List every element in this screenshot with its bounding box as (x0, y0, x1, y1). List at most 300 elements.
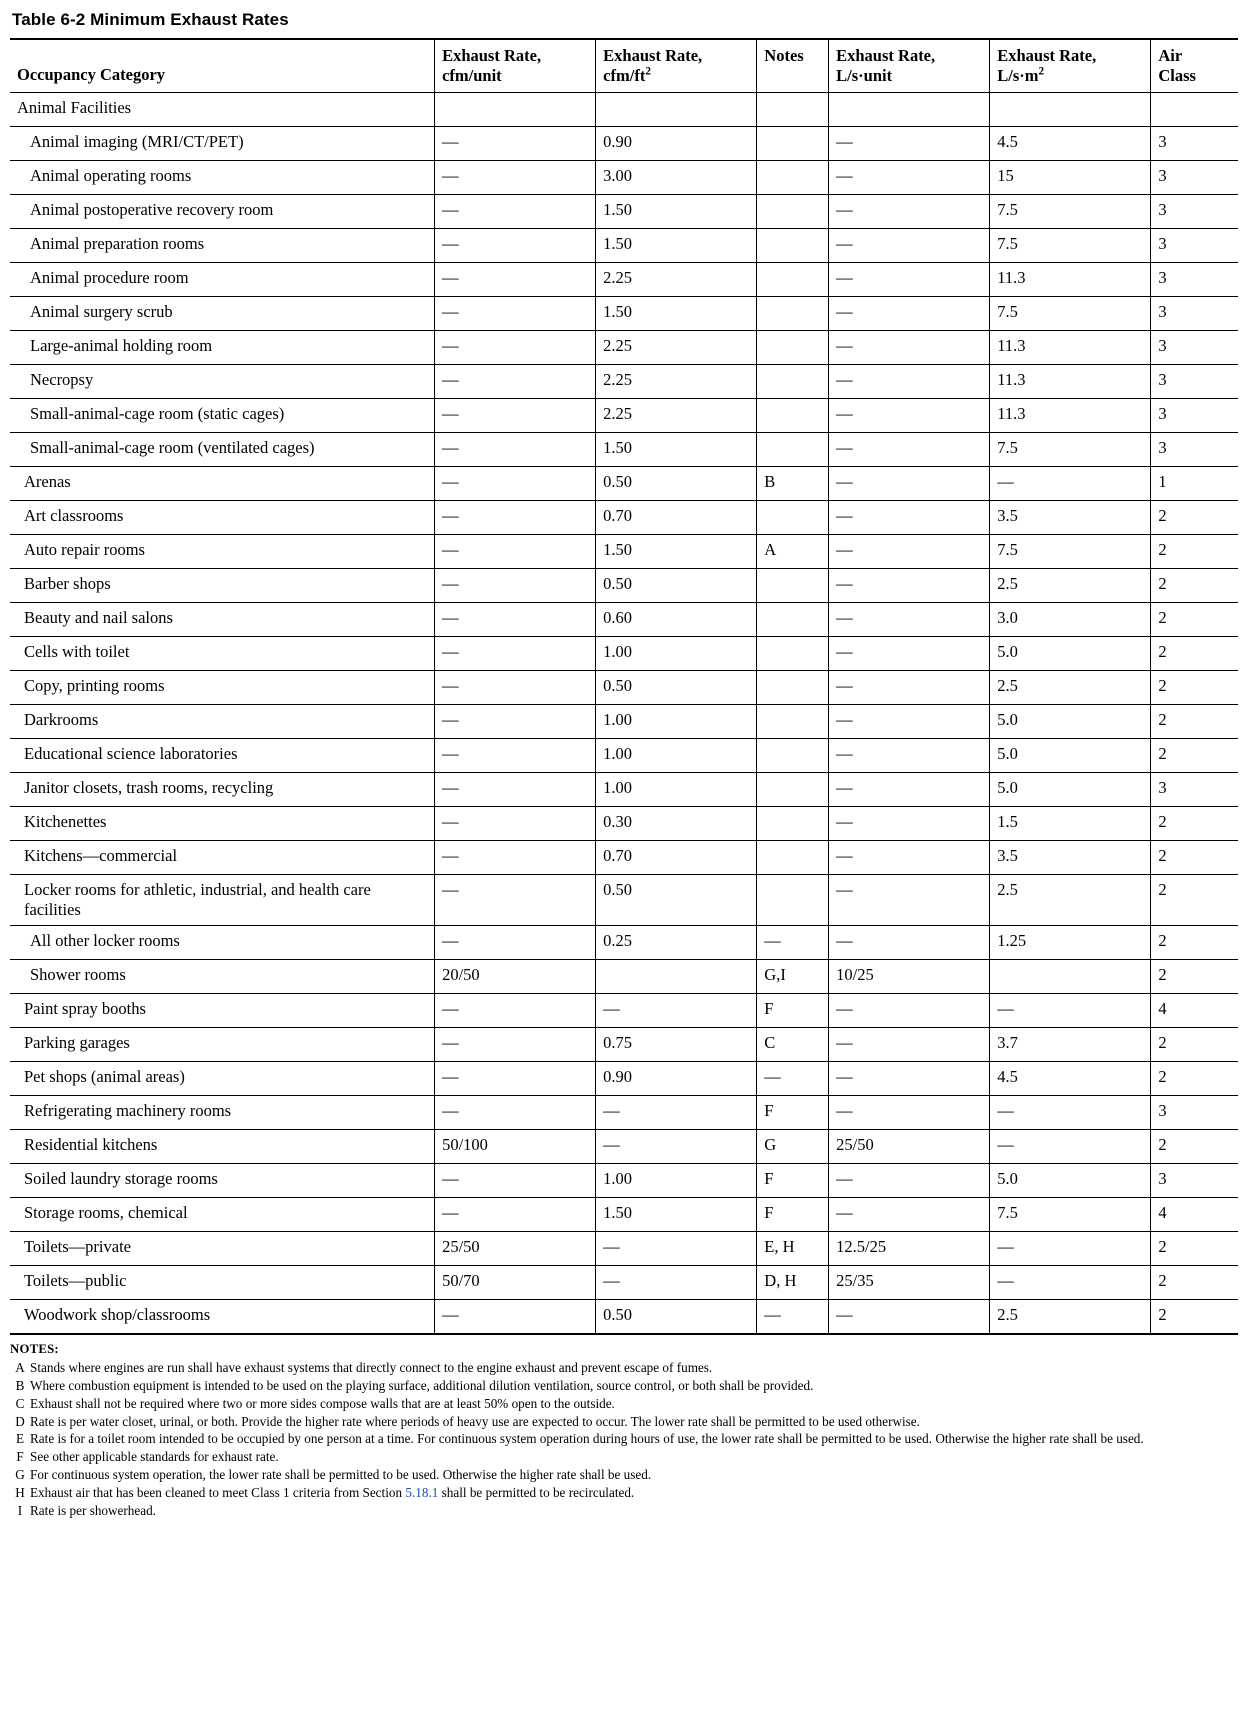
cell-air-class: 2 (1151, 603, 1238, 637)
cell-occupancy-category: Animal preparation rooms (10, 229, 435, 263)
cell-cfm-ft2: 0.70 (596, 501, 757, 535)
cell-occupancy-category: Residential kitchens (10, 1129, 435, 1163)
cell-cfm-ft2: 0.90 (596, 127, 757, 161)
cell-cfm-ft2: 0.70 (596, 841, 757, 875)
note-letter: I (17, 1503, 23, 1519)
cell-ls-unit: — (829, 127, 990, 161)
table-row (10, 229, 1238, 263)
cell-occupancy-category: Shower rooms (10, 959, 435, 993)
cell-cfm-ft2: 0.60 (596, 603, 757, 637)
cell-cfm-unit: — (435, 501, 596, 535)
cell-air-class: 2 (1151, 1027, 1238, 1061)
cell-notes: F (757, 1163, 829, 1197)
table-row (10, 705, 1238, 739)
cell-cfm-unit: — (435, 841, 596, 875)
cell-ls-m2: 5.0 (990, 705, 1151, 739)
cell-cfm-ft2: 0.50 (596, 569, 757, 603)
cell-ls-unit: — (829, 365, 990, 399)
cell-air-class: 2 (1151, 1231, 1238, 1265)
superscript-2: 2 (645, 65, 651, 78)
note-item (10, 1502, 1238, 1519)
cell-air-class: 3 (1151, 127, 1238, 161)
cell-air-class: 4 (1151, 1197, 1238, 1231)
cell-occupancy-category: Woodwork shop/classrooms (10, 1299, 435, 1334)
cell-notes (757, 841, 829, 875)
note-item (10, 1430, 1238, 1447)
cell-cfm-unit: — (435, 161, 596, 195)
cell-air-class: 4 (1151, 993, 1238, 1027)
cell-ls-unit: — (829, 195, 990, 229)
cell-cfm-unit: — (435, 535, 596, 569)
cell-cfm-ft2: 2.25 (596, 399, 757, 433)
cell-cfm-ft2: — (596, 1231, 757, 1265)
table-row (10, 161, 1238, 195)
cell-cfm-ft2: 1.00 (596, 705, 757, 739)
table-row (10, 925, 1238, 959)
table-row (10, 399, 1238, 433)
cell-ls-m2: 5.0 (990, 773, 1151, 807)
cell-ls-unit: 25/35 (829, 1265, 990, 1299)
cell-ls-m2: 1.25 (990, 925, 1151, 959)
cell-occupancy-category: Art classrooms (10, 501, 435, 535)
cell-notes (757, 399, 829, 433)
cell-notes (757, 263, 829, 297)
cell-ls-unit: — (829, 705, 990, 739)
cell-air-class: 2 (1151, 705, 1238, 739)
cell-air-class: 2 (1151, 1265, 1238, 1299)
cell-notes (757, 875, 829, 926)
note-item (10, 1395, 1238, 1412)
note-item (10, 1359, 1238, 1376)
cell-ls-m2: — (990, 1129, 1151, 1163)
note-letter: H (15, 1485, 25, 1501)
cell-ls-unit: — (829, 535, 990, 569)
cell-ls-unit: — (829, 773, 990, 807)
cell-air-class: 3 (1151, 773, 1238, 807)
cell-air-class: 2 (1151, 1299, 1238, 1334)
cell-ls-m2: 7.5 (990, 535, 1151, 569)
cell-cfm-unit: — (435, 705, 596, 739)
cell-notes (757, 671, 829, 705)
notes-section (10, 1341, 1238, 1520)
cell-air-class: 3 (1151, 229, 1238, 263)
cell-cfm-unit: — (435, 263, 596, 297)
cell-cfm-unit: 25/50 (435, 1231, 596, 1265)
cell-cfm-ft2 (596, 959, 757, 993)
column-header-exhaust-rate-ls-m2: Exhaust Rate, $L/s\cdot m^2$ (990, 39, 1151, 93)
cell-ls-m2: 7.5 (990, 433, 1151, 467)
table-row (10, 93, 1238, 127)
cell-notes (757, 569, 829, 603)
cell-notes (757, 433, 829, 467)
cell-occupancy-category: Soiled laundry storage rooms (10, 1163, 435, 1197)
cell-ls-unit: — (829, 1061, 990, 1095)
cell-occupancy-category: Kitchenettes (10, 807, 435, 841)
cell-air-class: 3 (1151, 399, 1238, 433)
cell-notes (757, 229, 829, 263)
cell-notes: F (757, 993, 829, 1027)
note-text: See other applicable standards for exhaust rate. (30, 1449, 279, 1465)
cell-notes (757, 807, 829, 841)
table-row (10, 1265, 1238, 1299)
cell-ls-unit: — (829, 875, 990, 926)
table-row (10, 959, 1238, 993)
cell-air-class (1151, 93, 1238, 127)
cell-ls-m2: — (990, 993, 1151, 1027)
cell-notes: C (757, 1027, 829, 1061)
cell-air-class: 3 (1151, 297, 1238, 331)
table-row (10, 501, 1238, 535)
cell-air-class: 2 (1151, 841, 1238, 875)
note-text: Stands where engines are run shall have exhaust systems that directly connect to the engine exhaust and prevent escape of fumes. (30, 1359, 713, 1375)
cell-air-class: 2 (1151, 535, 1238, 569)
cell-cfm-unit: — (435, 637, 596, 671)
cell-notes: F (757, 1095, 829, 1129)
column-header-occupancy-category: Occupancy Category (10, 39, 435, 93)
note-text: Rate is for a toilet room intended to be occupied by one person at a time. For continuous system operation during hours of use, the lower rate shall be permitted to be used. Otherwise the higher rate shall be used. (30, 1431, 1144, 1447)
cell-occupancy-category: Refrigerating machinery rooms (10, 1095, 435, 1129)
cell-air-class: 2 (1151, 569, 1238, 603)
cell-ls-m2: 2.5 (990, 1299, 1151, 1334)
table-row (10, 1027, 1238, 1061)
cell-cfm-unit: — (435, 195, 596, 229)
cell-cfm-ft2: 2.25 (596, 365, 757, 399)
table-header (10, 39, 1238, 93)
cell-cfm-unit: — (435, 1027, 596, 1061)
cell-cfm-unit: — (435, 127, 596, 161)
cell-ls-m2: 7.5 (990, 229, 1151, 263)
cell-cfm-ft2: — (596, 1095, 757, 1129)
cell-notes: D, H (757, 1265, 829, 1299)
note-letter: G (15, 1467, 25, 1483)
cell-cfm-ft2: 2.25 (596, 331, 757, 365)
table-row (10, 467, 1238, 501)
note-text: Exhaust air that has been cleaned to meet Class 1 criteria from Section 5.18.1 shall be permitted to be recirculated. (30, 1485, 635, 1501)
section-link[interactable]: 5.18.1 (405, 1485, 439, 1501)
cell-cfm-unit: — (435, 993, 596, 1027)
note-letter: F (16, 1449, 24, 1465)
table-row (10, 993, 1238, 1027)
column-header-exhaust-rate-cfm-unit: Exhaust Rate, cfm/unit (435, 39, 596, 93)
cell-air-class: 2 (1151, 875, 1238, 926)
cell-air-class: 2 (1151, 1061, 1238, 1095)
cell-ls-unit: — (829, 925, 990, 959)
cell-cfm-ft2: 0.90 (596, 1061, 757, 1095)
column-header-notes: Notes (757, 39, 829, 93)
table-header-row (10, 39, 1238, 93)
cell-occupancy-category: Toilets—private (10, 1231, 435, 1265)
table-row (10, 365, 1238, 399)
cell-cfm-ft2: 0.50 (596, 875, 757, 926)
cell-ls-m2: 3.5 (990, 501, 1151, 535)
cell-cfm-unit: — (435, 467, 596, 501)
cell-cfm-ft2: 0.50 (596, 671, 757, 705)
cell-cfm-ft2: — (596, 1129, 757, 1163)
cell-occupancy-category: Darkrooms (10, 705, 435, 739)
cell-ls-m2: 5.0 (990, 739, 1151, 773)
minimum-exhaust-rates-table (10, 38, 1238, 1335)
cell-notes (757, 195, 829, 229)
cell-notes (757, 161, 829, 195)
table-row (10, 1163, 1238, 1197)
cell-ls-m2 (990, 959, 1151, 993)
cell-ls-unit: — (829, 671, 990, 705)
cell-ls-unit: — (829, 637, 990, 671)
cell-cfm-ft2: 0.75 (596, 1027, 757, 1061)
cell-cfm-unit: — (435, 603, 596, 637)
cell-air-class: 3 (1151, 433, 1238, 467)
table-row (10, 569, 1238, 603)
cell-occupancy-category: Animal postoperative recovery room (10, 195, 435, 229)
cell-ls-unit: — (829, 229, 990, 263)
cell-cfm-ft2: 0.50 (596, 467, 757, 501)
cell-ls-m2: — (990, 467, 1151, 501)
cell-notes (757, 773, 829, 807)
cell-cfm-ft2: — (596, 1265, 757, 1299)
cell-ls-m2: — (990, 1265, 1151, 1299)
cell-cfm-ft2: 1.50 (596, 535, 757, 569)
cell-cfm-ft2: — (596, 993, 757, 1027)
cell-air-class: 2 (1151, 501, 1238, 535)
cell-occupancy-category: Arenas (10, 467, 435, 501)
cell-ls-m2: 2.5 (990, 569, 1151, 603)
table-row (10, 1061, 1238, 1095)
note-item (10, 1413, 1238, 1430)
table-row (10, 263, 1238, 297)
cell-notes (757, 93, 829, 127)
cell-cfm-ft2 (596, 93, 757, 127)
cell-air-class: 3 (1151, 263, 1238, 297)
cell-cfm-ft2: 0.25 (596, 925, 757, 959)
column-header-air-class: Air Class (1151, 39, 1238, 93)
cell-occupancy-category: Barber shops (10, 569, 435, 603)
table-body (10, 93, 1238, 1334)
cell-ls-unit: — (829, 807, 990, 841)
cell-cfm-unit: — (435, 399, 596, 433)
cell-notes (757, 501, 829, 535)
cell-occupancy-category: Locker rooms for athletic, industrial, and health care facilities (10, 875, 435, 926)
note-letter: D (15, 1413, 25, 1429)
cell-ls-m2: 11.3 (990, 331, 1151, 365)
cell-occupancy-category: Janitor closets, trash rooms, recycling (10, 773, 435, 807)
cell-ls-unit: — (829, 739, 990, 773)
column-header-exhaust-rate-cfm-ft2: Exhaust Rate, cfm/$ft^2$ (596, 39, 757, 93)
cell-ls-m2: 5.0 (990, 1163, 1151, 1197)
cell-ls-m2: 1.5 (990, 807, 1151, 841)
cell-air-class: 2 (1151, 807, 1238, 841)
note-letter: C (15, 1395, 25, 1411)
cell-notes: B (757, 467, 829, 501)
cell-ls-m2: 4.5 (990, 127, 1151, 161)
cell-ls-m2 (990, 93, 1151, 127)
cell-notes (757, 705, 829, 739)
cell-cfm-ft2: 1.50 (596, 195, 757, 229)
cell-cfm-unit: — (435, 773, 596, 807)
cell-occupancy-category: Animal operating rooms (10, 161, 435, 195)
cell-notes: G (757, 1129, 829, 1163)
cell-occupancy-category: Beauty and nail salons (10, 603, 435, 637)
cell-cfm-ft2: 1.00 (596, 773, 757, 807)
cell-ls-m2: 3.5 (990, 841, 1151, 875)
cell-notes: — (757, 1061, 829, 1095)
cell-ls-unit: — (829, 1197, 990, 1231)
cell-occupancy-category: Parking garages (10, 1027, 435, 1061)
note-item (10, 1466, 1238, 1483)
cell-cfm-ft2: 0.30 (596, 807, 757, 841)
cell-ls-unit: — (829, 1095, 990, 1129)
table-row (10, 331, 1238, 365)
cell-cfm-unit: — (435, 229, 596, 263)
cell-ls-m2: 5.0 (990, 637, 1151, 671)
table-row (10, 739, 1238, 773)
cell-ls-unit: — (829, 603, 990, 637)
cell-cfm-unit: 50/70 (435, 1265, 596, 1299)
cell-air-class: 1 (1151, 467, 1238, 501)
cell-ls-unit: 10/25 (829, 959, 990, 993)
cell-occupancy-category: Toilets—public (10, 1265, 435, 1299)
cell-ls-unit: — (829, 993, 990, 1027)
cell-notes (757, 637, 829, 671)
cell-cfm-unit: 50/100 (435, 1129, 596, 1163)
cell-cfm-unit: — (435, 807, 596, 841)
cell-cfm-ft2: 1.00 (596, 1163, 757, 1197)
table-row (10, 1197, 1238, 1231)
cell-ls-unit: — (829, 841, 990, 875)
table-row (10, 1095, 1238, 1129)
note-letter: B (15, 1377, 25, 1393)
cell-notes (757, 331, 829, 365)
cell-ls-m2: 2.5 (990, 671, 1151, 705)
table-row (10, 773, 1238, 807)
cell-ls-m2: 7.5 (990, 1197, 1151, 1231)
cell-cfm-ft2: 1.50 (596, 229, 757, 263)
cell-ls-m2: 4.5 (990, 1061, 1151, 1095)
cell-ls-m2: 7.5 (990, 195, 1151, 229)
cell-occupancy-category: Educational science laboratories (10, 739, 435, 773)
cell-cfm-ft2: 1.50 (596, 297, 757, 331)
cell-notes (757, 739, 829, 773)
cell-cfm-ft2: 0.50 (596, 1299, 757, 1334)
table-row (10, 1299, 1238, 1334)
cell-notes: E, H (757, 1231, 829, 1265)
note-text: Where combustion equipment is intended to be used on the playing surface, additional dilution ventilation, source control, or both shall be provided. (30, 1377, 814, 1393)
notes-list (10, 1359, 1238, 1520)
cell-ls-m2: — (990, 1095, 1151, 1129)
table-row (10, 807, 1238, 841)
cell-notes: G,I (757, 959, 829, 993)
table-row (10, 875, 1238, 926)
cell-ls-m2: 7.5 (990, 297, 1151, 331)
note-item (10, 1484, 1238, 1501)
cell-cfm-ft2: 1.00 (596, 637, 757, 671)
cell-ls-m2: 2.5 (990, 875, 1151, 926)
cell-ls-m2: 11.3 (990, 365, 1151, 399)
cell-air-class: 3 (1151, 1095, 1238, 1129)
cell-ls-m2: 3.7 (990, 1027, 1151, 1061)
cell-cfm-ft2: 1.00 (596, 739, 757, 773)
cell-occupancy-category: Pet shops (animal areas) (10, 1061, 435, 1095)
cell-air-class: 2 (1151, 959, 1238, 993)
cell-notes: A (757, 535, 829, 569)
cell-occupancy-category: Animal procedure room (10, 263, 435, 297)
cell-cfm-unit: — (435, 569, 596, 603)
cell-ls-m2: 15 (990, 161, 1151, 195)
cell-ls-unit: — (829, 569, 990, 603)
cell-cfm-unit: — (435, 1197, 596, 1231)
cell-cfm-unit: — (435, 671, 596, 705)
cell-cfm-unit: — (435, 925, 596, 959)
cell-cfm-ft2: 3.00 (596, 161, 757, 195)
cell-air-class: 3 (1151, 365, 1238, 399)
cell-occupancy-category: Animal Facilities (10, 93, 435, 127)
page-title: Table 6-2 Minimum Exhaust Rates (12, 10, 289, 29)
cell-cfm-unit: — (435, 1299, 596, 1334)
cell-occupancy-category: Animal surgery scrub (10, 297, 435, 331)
note-text: For continuous system operation, the lower rate shall be permitted to be used. Otherwise the higher rate shall be used. (30, 1467, 652, 1483)
cell-notes: — (757, 925, 829, 959)
cell-cfm-unit: — (435, 1061, 596, 1095)
cell-air-class: 3 (1151, 161, 1238, 195)
cell-ls-unit: — (829, 297, 990, 331)
cell-ls-unit: — (829, 433, 990, 467)
table-row (10, 297, 1238, 331)
column-header-exhaust-rate-ls-unit: Exhaust Rate, L/s·unit (829, 39, 990, 93)
table-row (10, 433, 1238, 467)
cell-ls-unit: 12.5/25 (829, 1231, 990, 1265)
table-row (10, 603, 1238, 637)
cell-occupancy-category: Copy, printing rooms (10, 671, 435, 705)
table-row (10, 535, 1238, 569)
cell-ls-unit (829, 93, 990, 127)
cell-ls-m2: 11.3 (990, 399, 1151, 433)
cell-notes (757, 297, 829, 331)
cell-ls-m2: 11.3 (990, 263, 1151, 297)
cell-ls-unit: — (829, 1299, 990, 1334)
cell-ls-unit: — (829, 1163, 990, 1197)
note-letter: E (15, 1431, 25, 1447)
cell-ls-unit: — (829, 263, 990, 297)
cell-air-class: 3 (1151, 1163, 1238, 1197)
table-row (10, 1231, 1238, 1265)
cell-air-class: 2 (1151, 671, 1238, 705)
cell-cfm-ft2: 2.25 (596, 263, 757, 297)
note-text: Rate is per showerhead. (30, 1503, 156, 1519)
cell-ls-unit: — (829, 1027, 990, 1061)
table-row (10, 1129, 1238, 1163)
cell-ls-unit: — (829, 467, 990, 501)
superscript-2: 2 (1038, 65, 1045, 78)
cell-notes: — (757, 1299, 829, 1334)
cell-cfm-ft2: 1.50 (596, 1197, 757, 1231)
cell-air-class: 2 (1151, 739, 1238, 773)
table-row (10, 841, 1238, 875)
cell-occupancy-category: Storage rooms, chemical (10, 1197, 435, 1231)
cell-cfm-unit: — (435, 739, 596, 773)
cell-occupancy-category: All other locker rooms (10, 925, 435, 959)
cell-cfm-unit: — (435, 875, 596, 926)
cell-ls-unit: — (829, 161, 990, 195)
cell-cfm-unit: — (435, 365, 596, 399)
note-item (10, 1377, 1238, 1394)
cell-air-class: 2 (1151, 925, 1238, 959)
cell-cfm-unit (435, 93, 596, 127)
cell-cfm-unit: — (435, 331, 596, 365)
cell-occupancy-category: Paint spray booths (10, 993, 435, 1027)
cell-cfm-unit: — (435, 297, 596, 331)
cell-cfm-ft2: 1.50 (596, 433, 757, 467)
cell-notes (757, 365, 829, 399)
cell-ls-m2: — (990, 1231, 1151, 1265)
